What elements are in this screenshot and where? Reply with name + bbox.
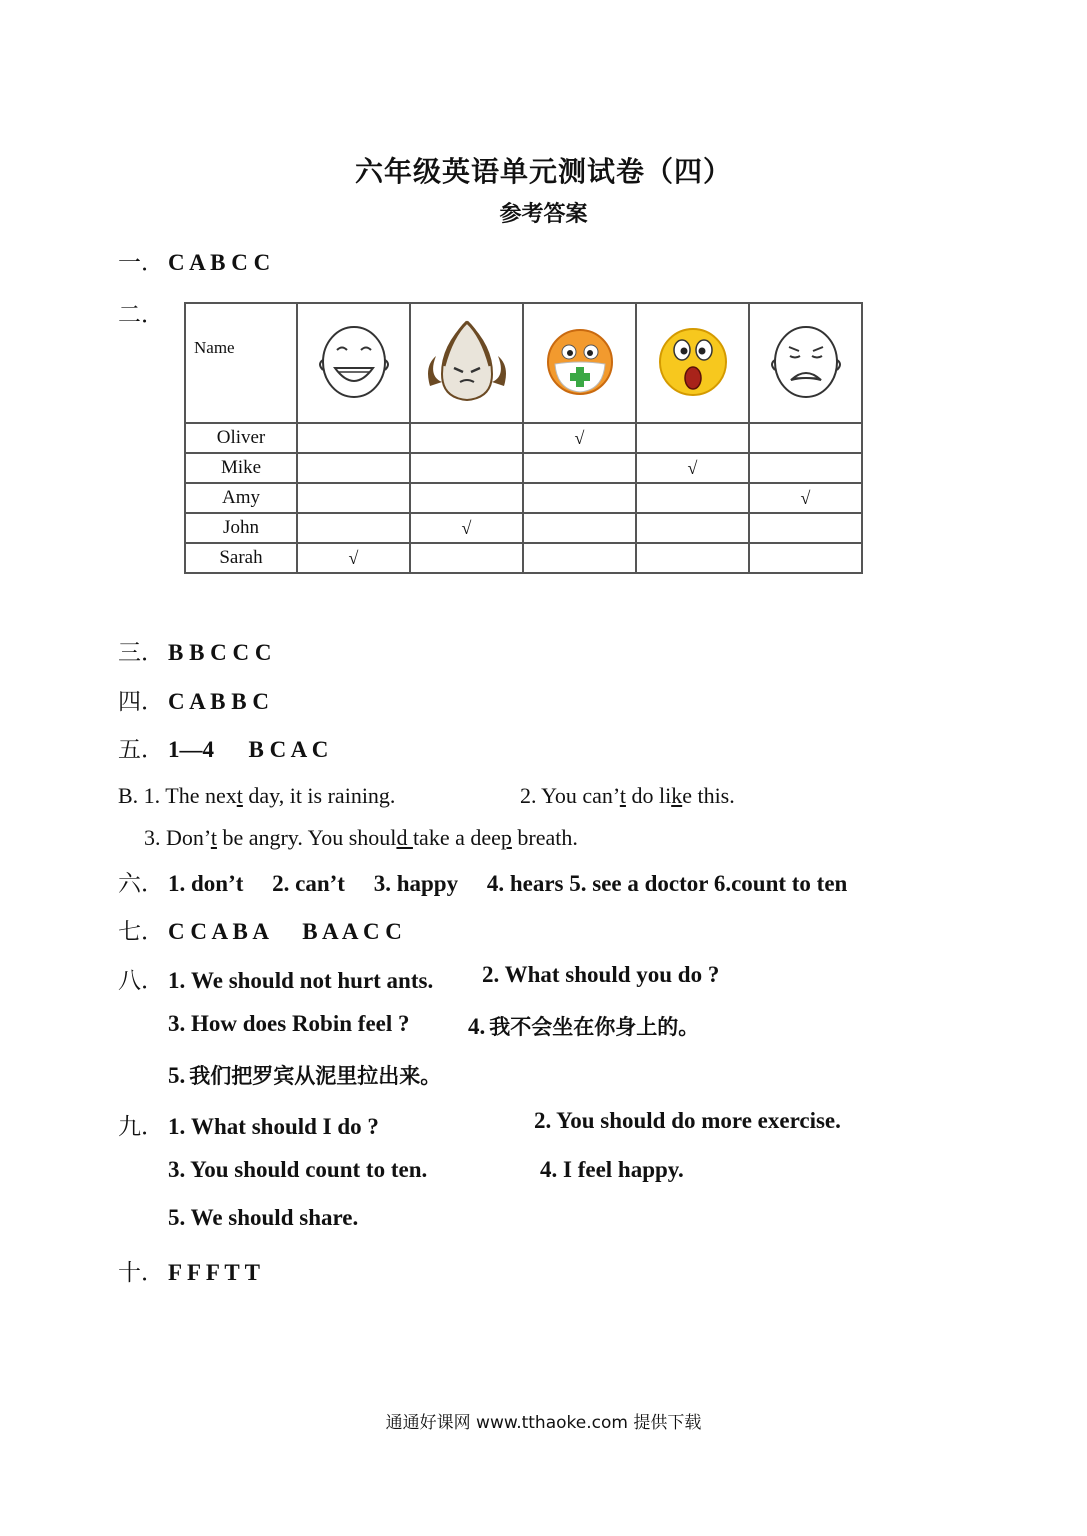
answer-item: [468, 1011, 699, 1041]
text-fragment: be angry. You shoul: [216, 825, 397, 850]
text-fragment: do li: [625, 783, 672, 808]
sad-face-icon: [765, 320, 847, 402]
section-answer: 1—4 B C A C: [168, 737, 329, 762]
emotion-answer-table: [184, 302, 863, 574]
student-name: Mike: [185, 453, 297, 483]
section-number: 三．: [118, 640, 164, 666]
answer-item: [168, 1060, 441, 1090]
underlined-letter: k: [671, 783, 683, 808]
answer-section-9: [118, 1108, 379, 1141]
student-name: Sarah: [185, 543, 297, 573]
student-name: John: [185, 513, 297, 543]
section-number: 八．: [118, 968, 164, 994]
face-cell: [523, 303, 636, 423]
answer-cell: [410, 543, 523, 573]
answer-section-5: [118, 731, 328, 764]
answer-cell: [749, 423, 862, 453]
answer-item: 1. We should not hurt ants.: [168, 968, 434, 993]
text-fragment: 3. Don’: [144, 825, 211, 850]
section-number: 十．: [118, 1260, 164, 1286]
underlined-letter: t: [210, 825, 217, 850]
answer-cell: [297, 543, 410, 573]
text-fragment: breath.: [511, 825, 578, 850]
answer-cell: [749, 453, 862, 483]
answer-item: 1. What should I do ?: [168, 1114, 379, 1139]
underlined-letter: p: [500, 825, 512, 850]
check-mark: √: [574, 427, 585, 448]
text-fragment: take a dee: [412, 825, 501, 850]
face-cell: [749, 303, 862, 423]
underlined-letter: t: [236, 783, 243, 808]
answer-cell: [410, 483, 523, 513]
text-fragment: 2. You can’: [520, 783, 620, 808]
answer-section-6: [118, 865, 847, 898]
answer-section-7: [118, 913, 402, 946]
underlined-letter: t: [619, 783, 626, 808]
angry-face-icon: [422, 316, 512, 406]
answer-section-10: [118, 1254, 260, 1287]
answer-cell: [749, 483, 862, 513]
name-header: Name: [194, 338, 235, 357]
item-number: 5.: [168, 1063, 186, 1088]
section-number: 六．: [118, 871, 164, 897]
answer-cell: [523, 423, 636, 453]
section-number: 七．: [118, 919, 164, 945]
answer-cell: [523, 513, 636, 543]
student-name: Amy: [185, 483, 297, 513]
answer-cell: [523, 453, 636, 483]
check-mark: √: [461, 517, 472, 538]
text-fragment: B. 1. The nex: [118, 783, 237, 808]
answer-item: 5. We should share.: [168, 1205, 359, 1230]
answer-cell: [297, 453, 410, 483]
section-number: 九．: [118, 1114, 164, 1140]
student-name: Oliver: [185, 423, 297, 453]
face-cell: [297, 303, 410, 423]
underlined-letter: d: [396, 825, 413, 850]
section-number: 四．: [118, 689, 164, 715]
section-number: 二．: [118, 302, 164, 328]
face-cell: [410, 303, 523, 423]
section-5b-line-2: [144, 825, 578, 851]
answer-cell: [749, 543, 862, 573]
answer-cell: [297, 483, 410, 513]
section-answer: C A B B C: [168, 689, 269, 714]
footer-source: 通通好课网 www.tthaoke.com 提供下载: [385, 1413, 702, 1433]
item-number: 4.: [468, 1014, 486, 1039]
answer-section-8: [118, 962, 433, 995]
section-answer: C C A B A B A A C C: [168, 919, 402, 944]
section-number: 一．: [118, 250, 164, 276]
afraid-face-icon: [652, 320, 734, 402]
name-header-cell: [185, 303, 297, 423]
answer-item: 3. You should count to ten.: [168, 1157, 428, 1182]
section-answer: B B C C C: [168, 640, 272, 665]
check-mark: √: [348, 547, 359, 568]
chinese-answer: 我不会坐在你身上的。: [489, 1015, 700, 1039]
answer-cell: [410, 453, 523, 483]
answer-item: 4. I feel happy.: [540, 1157, 684, 1182]
answer-cell: [636, 513, 749, 543]
section-answer: 1. don’t 2. can’t 3. happy 4. hears 5. see a doctor 6.count to ten: [168, 871, 848, 896]
text-fragment: day, it is raining.: [242, 783, 396, 808]
answer-cell: [297, 423, 410, 453]
section-5b-line-1b: [520, 783, 735, 809]
answer-cell: [410, 513, 523, 543]
answer-cell: [636, 483, 749, 513]
answer-cell: [749, 513, 862, 543]
answer-section-4: [118, 683, 269, 716]
happy-face-icon: [313, 320, 395, 402]
answer-item: 2. What should you do ?: [482, 962, 720, 987]
section-5b-line-1: [118, 783, 395, 809]
check-mark: √: [800, 487, 811, 508]
answer-cell: [636, 543, 749, 573]
answer-cell: [410, 423, 523, 453]
answer-cell: [636, 453, 749, 483]
text-fragment: e this.: [682, 783, 735, 808]
section-number: 五．: [118, 737, 164, 763]
answer-cell: [636, 423, 749, 453]
answer-item: 3. How does Robin feel ?: [168, 1011, 410, 1036]
section-answer: F F F T T: [168, 1260, 261, 1285]
answer-item: 2. You should do more exercise.: [534, 1108, 841, 1133]
page-title: 六年级英语单元测试卷（四）: [354, 155, 732, 188]
chinese-answer: 我们把罗宾从泥里拉出来。: [189, 1064, 442, 1088]
face-cell: [636, 303, 749, 423]
answer-section-3: [118, 634, 272, 667]
answer-section-1: [118, 244, 270, 277]
page-subtitle: 参考答案: [499, 202, 588, 227]
sick-face-icon: [539, 320, 621, 402]
answer-section-2: [118, 296, 164, 329]
answer-cell: [523, 483, 636, 513]
answer-cell: [297, 513, 410, 543]
check-mark: √: [687, 457, 698, 478]
answer-cell: [523, 543, 636, 573]
section-answer: C A B C C: [168, 250, 271, 275]
